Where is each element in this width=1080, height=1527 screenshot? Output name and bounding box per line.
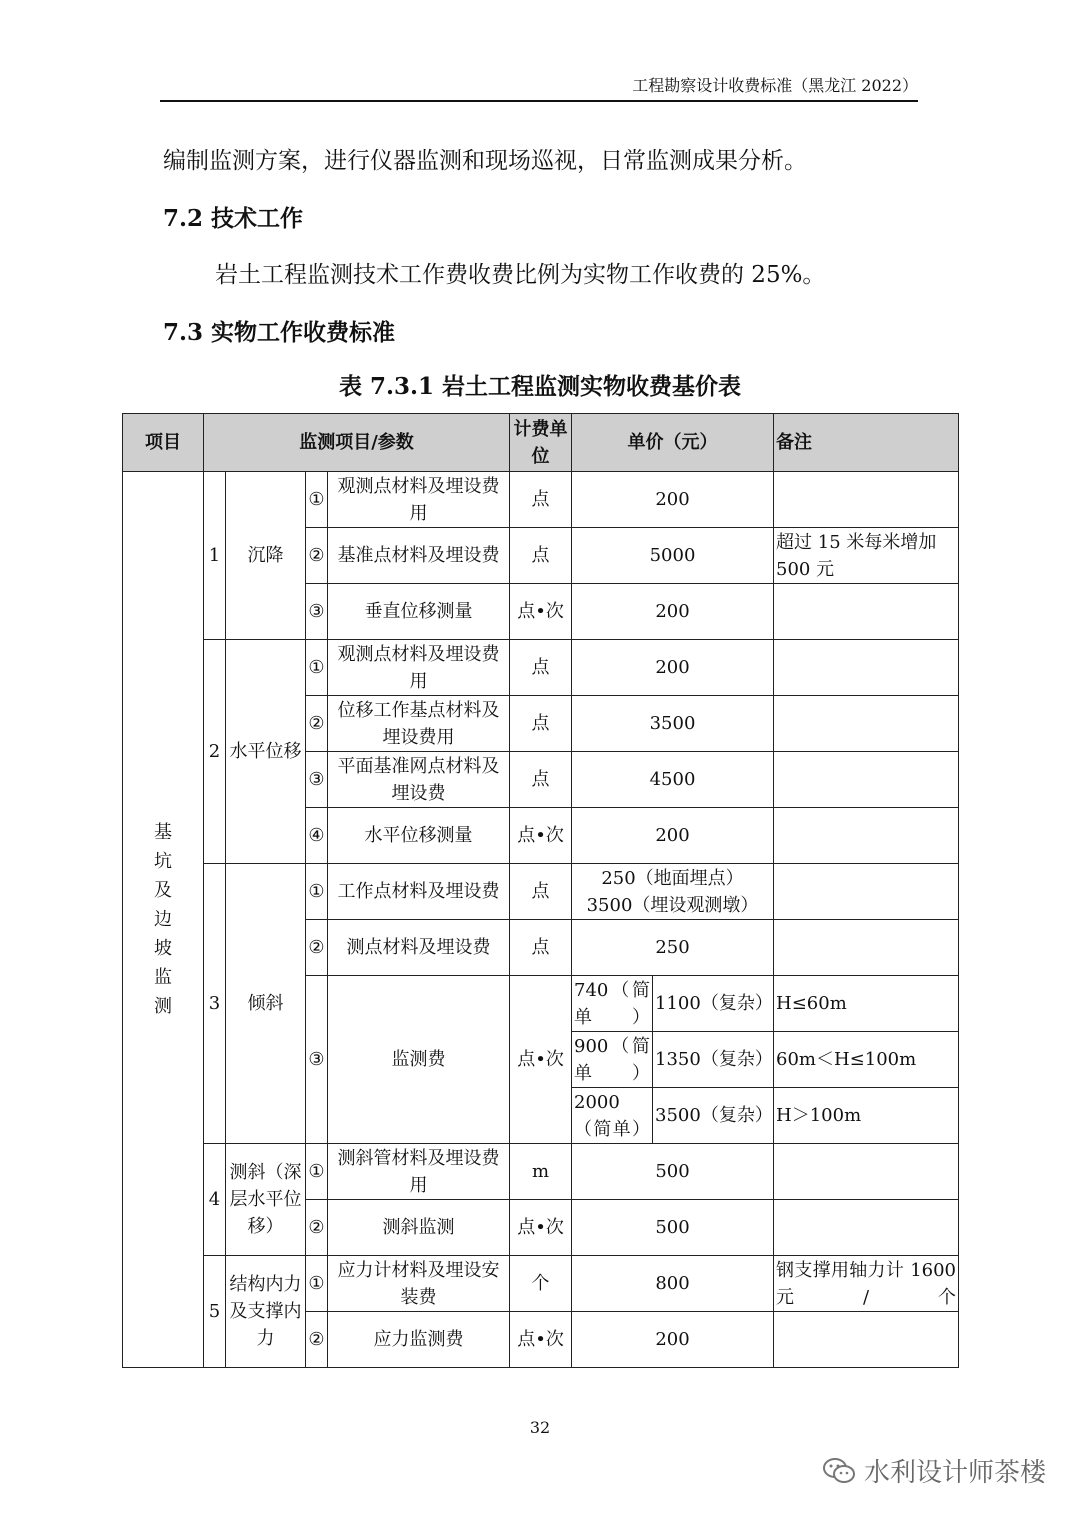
row-item: 应力监测费 bbox=[328, 1312, 510, 1368]
row-item: 观测点材料及埋设费用 bbox=[328, 640, 510, 696]
group-no: 1 bbox=[204, 472, 226, 640]
row-remark bbox=[774, 920, 959, 976]
watermark bbox=[822, 1452, 1046, 1489]
row-remark: H≤60m bbox=[774, 976, 959, 1032]
row-remark bbox=[774, 1200, 959, 1256]
row-index: ① bbox=[306, 472, 328, 528]
row-index: ① bbox=[306, 640, 328, 696]
row-index: ③ bbox=[306, 976, 328, 1144]
row-unit: 点 bbox=[510, 864, 572, 920]
row-price: 200 bbox=[572, 640, 774, 696]
row-index: ② bbox=[306, 920, 328, 976]
table-header-row bbox=[123, 414, 959, 472]
row-index: ③ bbox=[306, 584, 328, 640]
header-price: 单价（元） bbox=[572, 414, 774, 472]
row-unit: 点•次 bbox=[510, 1200, 572, 1256]
table-row bbox=[123, 640, 959, 696]
group-name: 水平位移 bbox=[226, 640, 306, 864]
row-index: ① bbox=[306, 1256, 328, 1312]
row-item: 测斜管材料及埋设费用 bbox=[328, 1144, 510, 1200]
row-item: 监测费 bbox=[328, 976, 510, 1144]
row-index: ① bbox=[306, 1144, 328, 1200]
row-index: ③ bbox=[306, 752, 328, 808]
section-7-2-text: 岩土工程监测技术工作费收费比例为实物工作收费的 25%。 bbox=[215, 262, 826, 288]
row-price: 3500 bbox=[572, 696, 774, 752]
row-index: ② bbox=[306, 1200, 328, 1256]
row-index: ② bbox=[306, 696, 328, 752]
row-price: 200 bbox=[572, 1312, 774, 1368]
row-unit: 点•次 bbox=[510, 808, 572, 864]
row-remark bbox=[774, 472, 959, 528]
row-item: 水平位移测量 bbox=[328, 808, 510, 864]
row-remark: 超过 15 米每米增加 500 元 bbox=[774, 528, 959, 584]
price-simple: 900（简单） bbox=[572, 1032, 653, 1088]
row-price: 500 bbox=[572, 1144, 774, 1200]
row-price: 200 bbox=[572, 808, 774, 864]
row-unit: 点 bbox=[510, 920, 572, 976]
row-remark bbox=[774, 1144, 959, 1200]
row-unit: 个 bbox=[510, 1256, 572, 1312]
table-row bbox=[123, 472, 959, 528]
group-no: 3 bbox=[204, 864, 226, 1144]
group-name: 结构内力及支撑内力 bbox=[226, 1256, 306, 1368]
row-price: 250 bbox=[572, 920, 774, 976]
row-remark bbox=[774, 640, 959, 696]
table-row bbox=[123, 864, 959, 920]
row-remark bbox=[774, 864, 959, 920]
price-complex: 1350（复杂） bbox=[653, 1032, 774, 1088]
row-item: 应力计材料及埋设安装费 bbox=[328, 1256, 510, 1312]
page-number: 32 bbox=[529, 1418, 551, 1437]
row-unit: m bbox=[510, 1144, 572, 1200]
row-price: 5000 bbox=[572, 528, 774, 584]
category-cell: 基坑及边坡监测 bbox=[123, 472, 204, 1368]
row-remark bbox=[774, 584, 959, 640]
row-remark bbox=[774, 1312, 959, 1368]
row-remark bbox=[774, 696, 959, 752]
table-caption: 表 7.3.1 岩土工程监测实物收费基价表 bbox=[338, 373, 742, 400]
row-price: 200 bbox=[572, 584, 774, 640]
row-index: ① bbox=[306, 864, 328, 920]
row-remark bbox=[774, 752, 959, 808]
table-row bbox=[123, 1256, 959, 1312]
row-unit: 点 bbox=[510, 752, 572, 808]
row-index: ② bbox=[306, 528, 328, 584]
row-price: 500 bbox=[572, 1200, 774, 1256]
price-complex: 1100（复杂） bbox=[653, 976, 774, 1032]
group-no: 5 bbox=[204, 1256, 226, 1368]
intro-line: 编制监测方案，进行仪器监测和现场巡视，日常监测成果分析。 bbox=[163, 148, 807, 174]
row-item: 垂直位移测量 bbox=[328, 584, 510, 640]
row-item: 观测点材料及埋设费用 bbox=[328, 472, 510, 528]
row-remark: H＞100m bbox=[774, 1088, 959, 1144]
price-simple: 740（简单） bbox=[572, 976, 653, 1032]
row-price-a: 250（地面埋点） bbox=[601, 867, 744, 889]
row-unit: 点 bbox=[510, 472, 572, 528]
row-unit: 点 bbox=[510, 528, 572, 584]
row-unit: 点•次 bbox=[510, 584, 572, 640]
group-no: 2 bbox=[204, 640, 226, 864]
header-item: 项目 bbox=[123, 414, 204, 472]
row-remark: 60m＜H≤100m bbox=[774, 1032, 959, 1088]
header-param: 监测项目/参数 bbox=[204, 414, 510, 472]
row-price-b: 3500（埋设观测墩） bbox=[586, 894, 759, 916]
header-unit: 计费单位 bbox=[510, 414, 572, 472]
row-price: 4500 bbox=[572, 752, 774, 808]
row-item: 平面基准网点材料及埋设费 bbox=[328, 752, 510, 808]
row-unit: 点 bbox=[510, 696, 572, 752]
row-price bbox=[572, 864, 774, 920]
fee-table bbox=[122, 413, 959, 1368]
header-title: 工程勘察设计收费标准（黑龙江 2022） bbox=[632, 76, 918, 95]
row-index: ④ bbox=[306, 808, 328, 864]
section-7-3-title: 7.3 实物工作收费标准 bbox=[163, 319, 396, 346]
row-item: 测点材料及埋设费 bbox=[328, 920, 510, 976]
section-7-2-title: 7.2 技术工作 bbox=[163, 205, 304, 232]
row-unit: 点•次 bbox=[510, 1312, 572, 1368]
group-name: 测斜（深层水平位移） bbox=[226, 1144, 306, 1256]
group-name: 沉降 bbox=[226, 472, 306, 640]
row-remark bbox=[774, 808, 959, 864]
row-item: 基准点材料及埋设费 bbox=[328, 528, 510, 584]
row-unit: 点•次 bbox=[510, 976, 572, 1144]
row-item: 工作点材料及埋设费 bbox=[328, 864, 510, 920]
table-row bbox=[123, 1144, 959, 1200]
price-simple: 2000（简单） bbox=[572, 1088, 653, 1144]
group-name: 倾斜 bbox=[226, 864, 306, 1144]
row-price: 200 bbox=[572, 472, 774, 528]
header-remark: 备注 bbox=[774, 414, 959, 472]
row-price: 800 bbox=[572, 1256, 774, 1312]
row-remark: 钢支撑用轴力计 1600 元/个 bbox=[774, 1256, 959, 1312]
row-item: 位移工作基点材料及埋设费用 bbox=[328, 696, 510, 752]
group-no: 4 bbox=[204, 1144, 226, 1256]
row-item: 测斜监测 bbox=[328, 1200, 510, 1256]
row-index: ② bbox=[306, 1312, 328, 1368]
price-complex: 3500（复杂） bbox=[653, 1088, 774, 1144]
row-unit: 点 bbox=[510, 640, 572, 696]
watermark-text: 水利设计师茶楼 bbox=[863, 1458, 1046, 1488]
wechat-icon bbox=[822, 1457, 856, 1485]
running-header bbox=[160, 76, 918, 102]
